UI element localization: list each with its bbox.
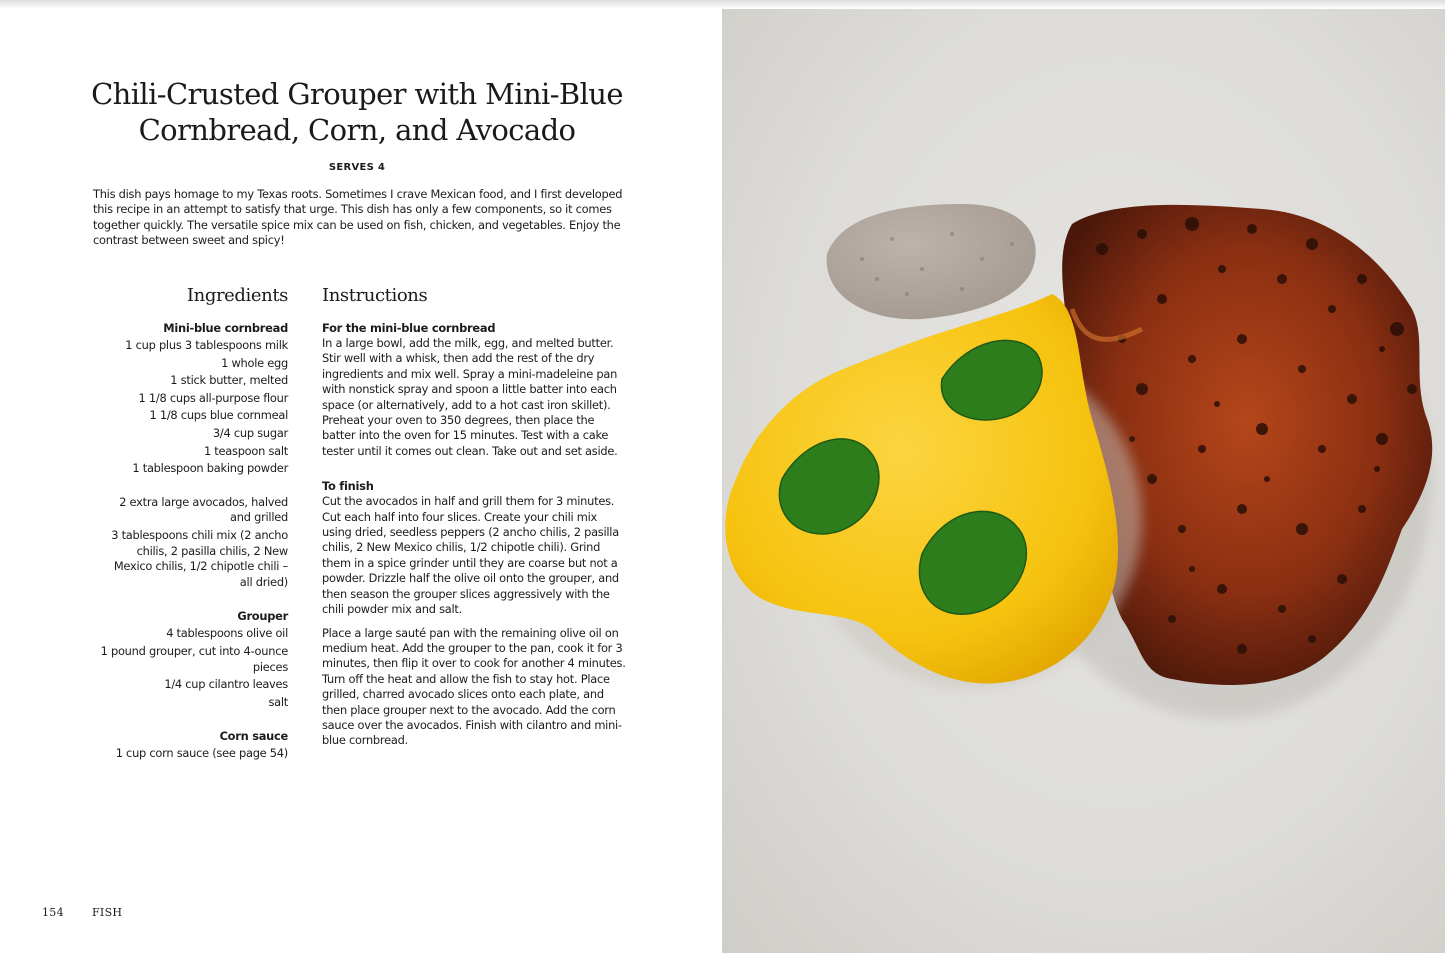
ingredient-item: salt [268,694,288,709]
instruction-subheading: To finish [322,479,374,494]
ingredient-subheading: Corn sauce [219,729,288,744]
ingredient-item: 1 cup corn sauce (see page 54) [115,746,288,761]
instructions-heading: Instructions [322,285,428,306]
ingredient-item: 1 teaspoon salt [203,443,288,458]
ingredient-item: 3/4 cup sugar [212,425,288,440]
mini-blue-cornbread [827,204,1036,319]
ingredient-subheading: Mini-blue cornbread [163,321,288,335]
instruction-paragraph: Place a large sauté pan with the remaining olive oil on medium heat. Add the grouper to the pan, cook it for 3 minutes, then flip it over to cook for another 4 minutes. Turn off the heat and allow the fish to stay hot. Place grilled, charred avocado slices onto each plate, and then place grouper next to the avocado. Add the corn sauce over the avocados. Finish with cilantro and mini-blue cornbread. [322,625,626,748]
ingredient-item: 1 pound grouper, cut into 4-ounce pieces [100,643,288,674]
ingredient-item: 1 1/8 cups all-purpose flour [138,390,288,405]
ingredient-group [100,728,288,762]
recipe-title: Chili-Crusted Grouper with Mini-Blue Cornbread, Corn, and Avocado [91,77,623,147]
serves-label: SERVES 4 [328,162,386,173]
ingredient-item: 3 tablespoons chili mix (2 ancho chilis, 2 pasilla chilis, 2 New Mexico chilis, 1/2 chipotle chili – all dried) [111,527,288,589]
section-name: FISH [92,906,123,919]
ingredients-heading: Ingredients [186,285,288,306]
recipe-intro: This dish pays homage to my Texas roots. Sometimes I crave Mexican food, and I first developed this recipe in an attempt to satisfy that urge. This dish has only a few components, so it comes together quickly. The versatile spice mix can be used on fish, chicken, and vegetables. Enjoy the contrast between sweet and spicy! [93,187,623,248]
instruction-subheading: For the mini-blue cornbread [322,321,496,335]
dish-photo [722,9,1445,953]
ingredient-item: 1 cup plus 3 tablespoons milk [125,338,288,352]
instruction-paragraph: In a large bowl, add the milk, egg, and melted butter. Stir well with a whisk, then add the rest of the dry ingredients and mix well. Spray a mini-madeleine pan with nonstick spray and spoon a little batter into each space (or alternatively, add to a hot cast iron skillet). Preheat your oven to 350 degrees, then place the batter into the oven for 15 minutes. Test with a cake tester until it comes out clean. Take out and set aside. [322,336,618,458]
page-number: 154 [42,906,64,919]
ingredient-item: 1/4 cup cilantro leaves [164,677,288,692]
ingredient-subheading: Grouper [237,609,288,624]
instructions-list [322,320,627,768]
ingredient-group [100,320,288,477]
ingredient-group [100,495,288,591]
ingredient-item: 4 tablespoons olive oil [166,626,288,641]
ingredient-item: 1 whole egg [221,355,288,370]
ingredients-list [100,320,288,780]
ingredient-item: 1 tablespoon baking powder [132,461,288,476]
ingredient-item: 2 extra large avocados, halved and grilled [119,494,288,525]
instruction-paragraph: Cut the avocados in half and grill them for 3 minutes. Cut each half into four slices. Create your chili mix using dried, seedless peppers (2 ancho chilis, 2 pasilla chilis, 2 New Mexico chilis, 1/2 chipotle chili). Grind them in a spice grinder until they are coarse but not a powder. Drizzle half the olive oil onto the grouper, and then season the grouper slices aggressively with the chili powder mix and salt. [322,494,619,617]
ingredient-group [100,608,288,710]
ingredient-item: 1 1/8 cups blue cornmeal [149,408,288,423]
ingredient-item: 1 stick butter, melted [170,373,288,388]
dish-illustration [722,9,1445,953]
recipe-page [0,0,722,957]
